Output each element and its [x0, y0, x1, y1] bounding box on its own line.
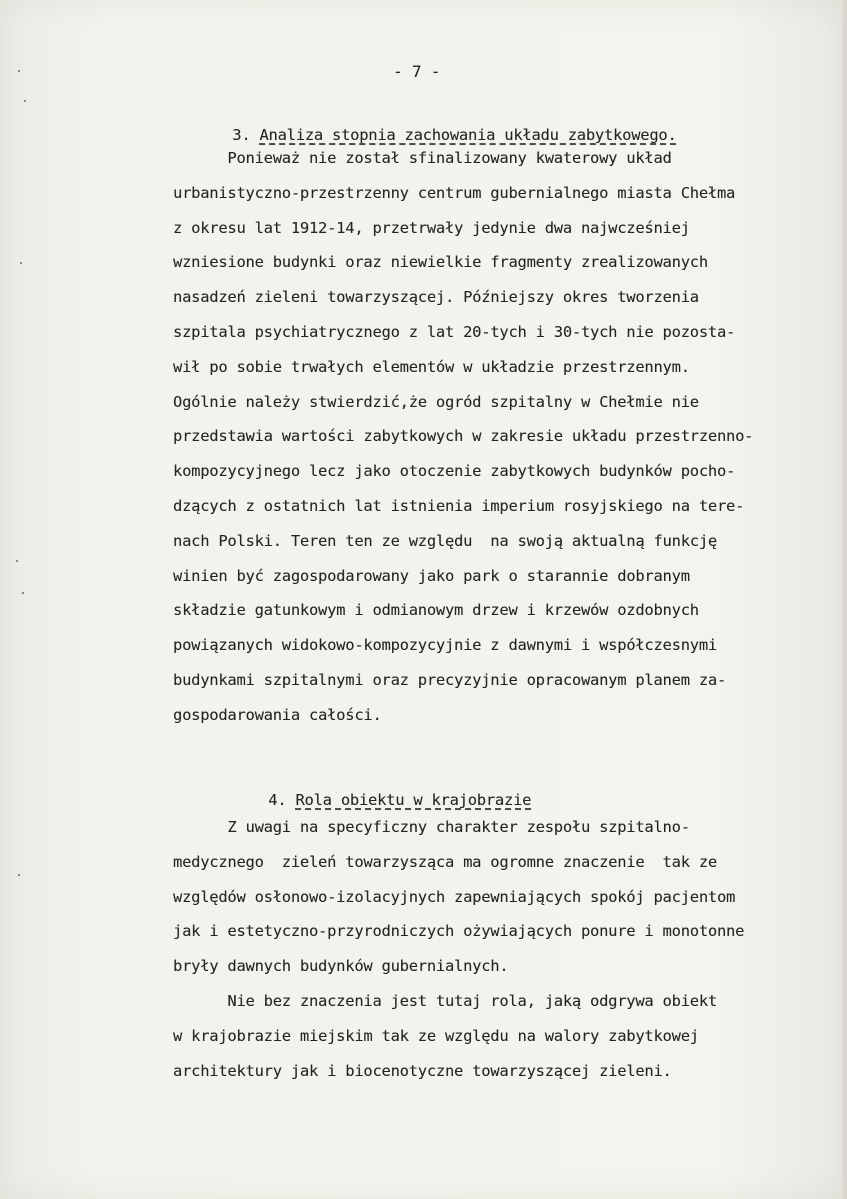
body-line: winien być zagospodarowany jako park o starannie dobranym: [173, 566, 690, 585]
body-line: względów osłonowo-izolacyjnych zapewniających spokój pacjentom: [173, 887, 736, 906]
page-number: - 7 -: [393, 62, 441, 81]
body-line: powiązanych widokowo-kompozycyjnie z dawnymi i współczesnymi: [173, 636, 717, 655]
body-line: kompozycyjnego lecz jako otoczenie zabytkowych budynków pocho-: [173, 462, 736, 481]
body-line: Ogólnie należy stwierdzić,że ogród szpitalny w Chełmie nie: [173, 392, 699, 411]
body-line: jak i estetyczno-przyrodniczych ożywiających ponure i monotonne: [173, 922, 745, 941]
body-line: architektury jak i biocenotyczne towarzyszącej zieleni.: [173, 1061, 672, 1080]
body-line: z okresu lat 1912-14, przetrwały jedynie dwa najwcześniej: [173, 218, 690, 237]
body-line: Nie bez znaczenia jest tutaj rola, jaką odgrywa obiekt: [173, 992, 717, 1010]
body-line: bryły dawnych budynków gubernialnych.: [173, 957, 509, 976]
body-line: Ponieważ nie został sfinalizowany kwaterowy układ: [173, 149, 672, 167]
body-line: nasadzeń zieleni towarzyszącej. Późniejszy okres tworzenia: [173, 288, 699, 307]
page-edge: [843, 0, 847, 1199]
body-line: składzie gatunkowym i odmianowym drzew i krzewów ozdobnych: [173, 601, 699, 620]
body-line: przedstawia wartości zabytkowych w zakresie układu przestrzenno-: [173, 427, 754, 446]
section-3-title: Analiza stopnia zachowania układu zabytkowego.: [259, 126, 677, 144]
body-line: wzniesione budynki oraz niewielkie fragmenty zrealizowanych: [173, 253, 708, 272]
body-line: wił po sobie trwałych elementów w układzie przestrzennym.: [173, 357, 690, 376]
section-4-title: Rola obiektu w krajobrazie: [295, 791, 532, 809]
margin-punch-marks: [14, 0, 34, 1199]
body-line: urbanistyczno-przestrzenny centrum gubernialnego miasta Chełma: [173, 183, 736, 202]
body-line: szpitala psychiatrycznego z lat 20-tych i 30-tych nie pozosta-: [173, 323, 736, 341]
body-line: medycznego zieleń towarzysząca ma ogromne znaczenie tak ze: [173, 852, 717, 871]
section-4-number: 4.: [268, 791, 287, 809]
body-line: w krajobrazie miejskim tak ze względu na walory zabytkowej: [173, 1026, 699, 1045]
body-line: dzących z ostatnich lat istnienia imperium rosyjskiego na tere-: [173, 497, 745, 515]
body-line: Z uwagi na specyficzny charakter zespołu szpitalno-: [173, 818, 690, 836]
body-line: budynkami szpitalnymi oraz precyzyjnie opracowanym planem za-: [173, 671, 727, 689]
section-3-number: 3.: [232, 126, 251, 144]
body-line: gospodarowania całości.: [173, 705, 382, 724]
body-line: nach Polski. Teren ten ze względu na swoją aktualną funkcję: [173, 531, 717, 550]
